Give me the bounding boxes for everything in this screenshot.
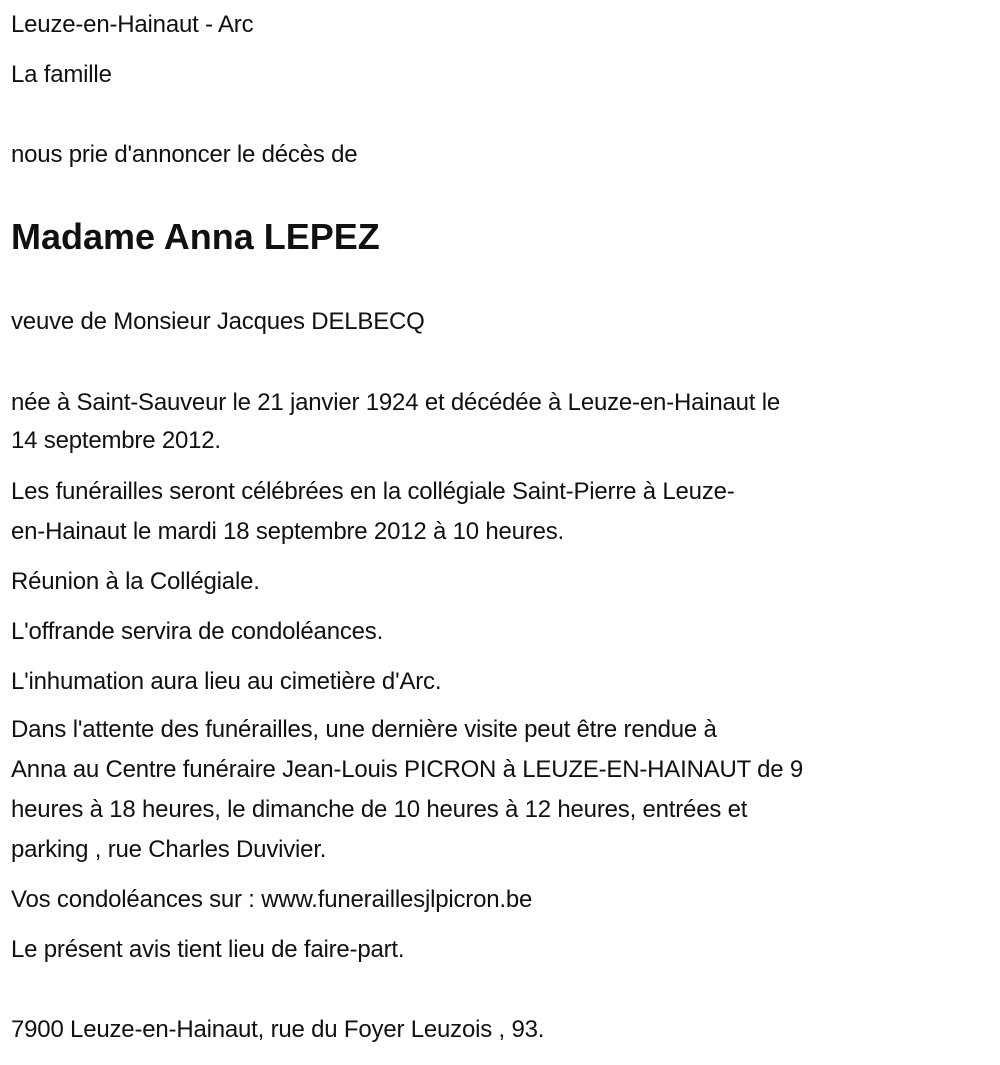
visit-line: heures à 18 heures, le dimanche de 10 heures à 12 heures, entrées et	[11, 796, 748, 823]
funeral-line: en-Hainaut le mardi 18 septembre 2012 à 10 heures.	[11, 518, 565, 545]
condolences-line: Vos condoléances sur : www.funeraillesjlpicron.be	[11, 886, 533, 913]
burial-line: L'inhumation aura lieu au cimetière d'Arc.	[11, 668, 442, 695]
visit-line: Dans l'attente des funérailles, une dernière visite peut être rendue à	[11, 716, 717, 743]
deceased-name: Madame Anna LEPEZ	[11, 216, 380, 257]
offering-line: L'offrande servira de condoléances.	[11, 618, 384, 645]
birth-death-line: 14 septembre 2012.	[11, 427, 221, 454]
birth-death-line: née à Saint-Sauveur le 21 janvier 1924 et décédée à Leuze-en-Hainaut le	[11, 389, 781, 416]
announce-line: nous prie d'annoncer le décès de	[11, 141, 358, 168]
location-line: Leuze-en-Hainaut - Arc	[11, 11, 254, 38]
meeting-line: Réunion à la Collégiale.	[11, 568, 260, 595]
address-line: 7900 Leuze-en-Hainaut, rue du Foyer Leuzois , 93.	[11, 1016, 545, 1043]
visit-line: parking , rue Charles Duvivier.	[11, 836, 327, 863]
funeral-line: Les funérailles seront célébrées en la collégiale Saint-Pierre à Leuze-	[11, 478, 735, 505]
visit-line: Anna au Centre funéraire Jean-Louis PICRON à LEUZE-EN-HAINAUT de 9	[11, 756, 804, 783]
family-line: La famille	[11, 61, 112, 88]
spouse-line: veuve de Monsieur Jacques DELBECQ	[11, 308, 425, 335]
notice-line: Le présent avis tient lieu de faire-part.	[11, 936, 405, 963]
